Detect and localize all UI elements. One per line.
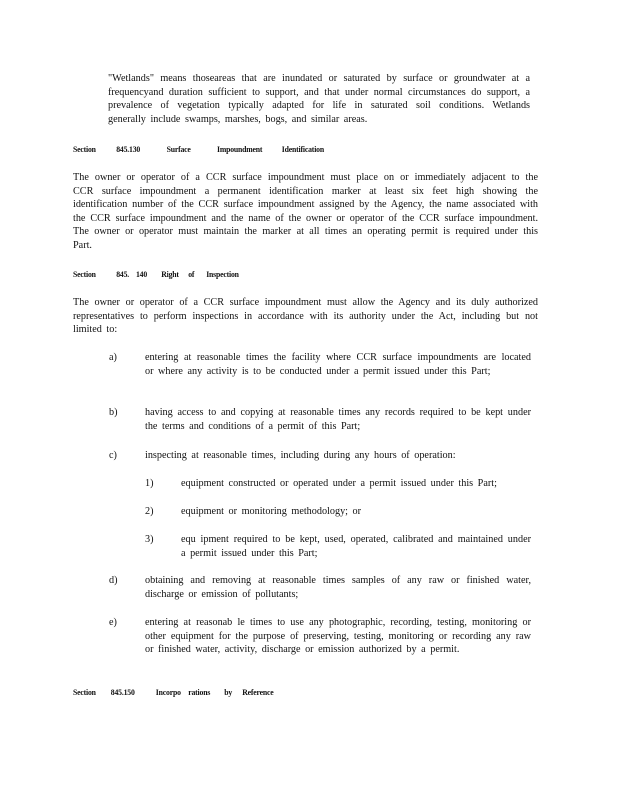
section-title-word: Right [161,269,179,279]
section-845-140-heading [73,269,239,279]
section-label: Section [73,269,96,279]
sub-item-label: 1) [145,478,154,489]
section-number: 845. [116,269,130,279]
list-item-text: inspecting at reasonable times, including during any hours of operation: [145,450,456,461]
section-title-word: Inspection [206,269,239,279]
sub-item-text: equipment or monitoring methodology; or [181,506,362,517]
section-845-130-body: The owner or operator of a CCR surface impoundment must place on or immediately adjacent to the CCR surface impoundment a permanent identification marker at least six feet high showing the identification number of the CCR surface impoundment assigned by the Agency, the name associated with the CCR surface impoundment and the name of the owner or operator of the CCR surface impoundment. The owner or operator must maintain the marker at all times an operating permit is required under this Part. [73,172,538,251]
section-number: 845.150 [110,687,135,697]
list-item-text: obtaining and removing at reasonable times samples of any raw or finished water, discharge or emission of pollutants; [145,575,531,600]
section-label: Section [73,144,96,154]
sub-item-label: 3) [145,534,154,545]
section-title-word: of [188,269,195,279]
section-number: 140 [136,269,148,279]
sub-item-label: 2) [145,506,154,517]
list-item-text: entering at reasonable times the facility where CCR surface impoundments are located or where any activity is to be conducted under a permit issued under this Part; [145,352,531,377]
section-845-150-heading [73,687,274,697]
section-title-word: by [224,687,233,697]
list-item-label: d) [109,575,118,586]
list-item-text: having access to and copying at reasonable times any records required to be kept under the terms and conditions of a permit of this Part; [145,407,531,432]
list-item-label: c) [109,450,117,461]
section-title-word: Surface [166,144,191,154]
sub-item-text: equ ipment required to be kept, used, operated, calibrated and maintained under a permit issued under this Part; [181,534,531,559]
section-title-word: Identification [281,144,324,154]
list-item-label: e) [109,617,117,628]
section-845-140-intro: The owner or operator of a CCR surface impoundment must allow the Agency and its duly authorized representatives to perform inspections in accordance with its authority under the Act, including but not limited to: [73,297,538,336]
section-title-word: Reference [242,687,274,697]
section-title-word: Impoundment [217,144,263,154]
section-title-word: Incorpo [155,687,181,697]
list-item-label: b) [109,407,118,418]
list-item-text: entering at reasonab le times to use any photographic, recording, testing, monitoring or other equipment for the purpose of preserving, testing, monitoring or recording any raw or finished water, activity, discharge or emission authorized by a permit. [145,617,531,656]
section-845-130-heading [73,144,324,154]
list-item-label: a) [109,352,117,363]
section-title-word: rations [188,687,211,697]
wetlands-definition: "Wetlands" means thoseareas that are inundated or saturated by surface or groundwater at a frequencyand duration sufficient to support, and that under normal circumstances do support, a prevalence of vegetation typically adapted for life in saturated soil conditions. Wetlands generally include swamps, marshes, bogs, and similar areas. [108,73,530,125]
sub-item-text: equipment constructed or operated under a permit issued under this Part; [181,478,497,489]
section-label: Section [73,687,96,697]
section-number: 845.130 [116,144,141,154]
